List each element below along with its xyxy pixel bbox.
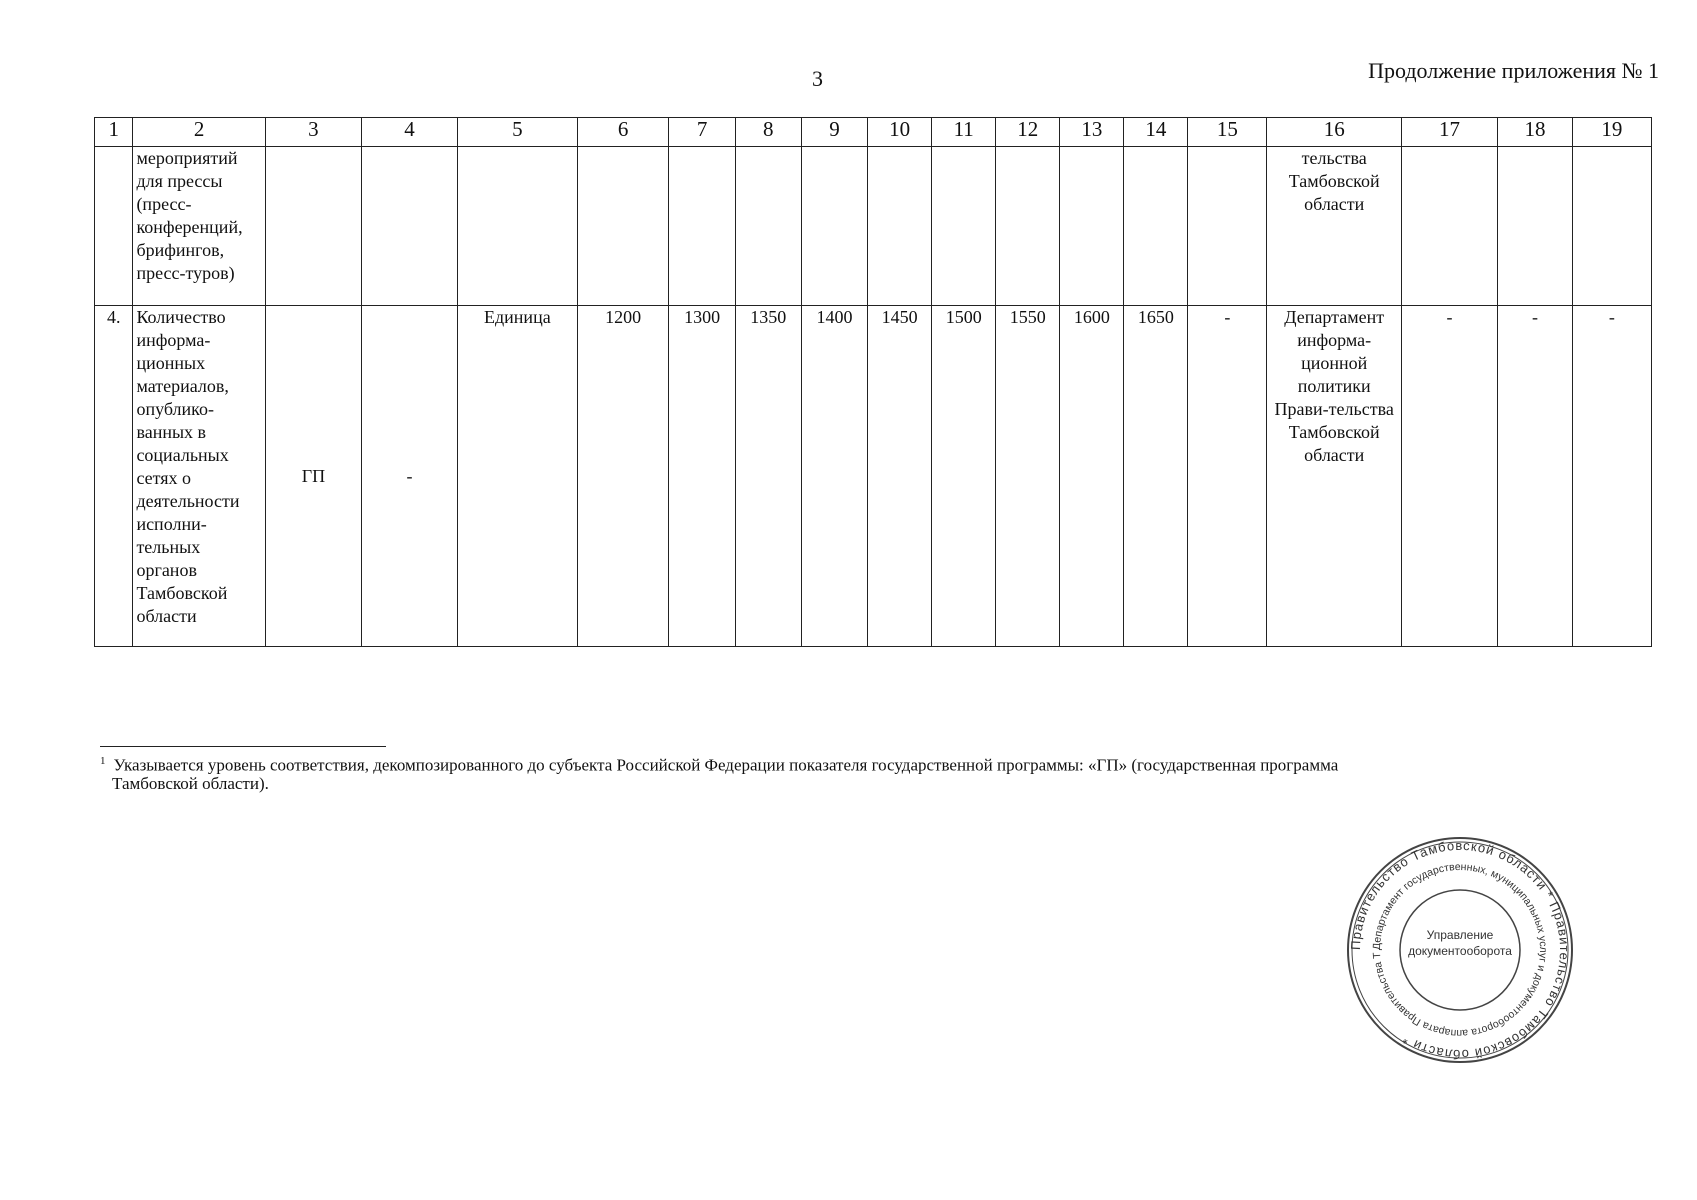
indicator-name-cell: Количество информа-ционных материалов, опублико-ванных в социальных сетях о деятельности исполни-тельных органов Тамбовской области	[133, 306, 265, 647]
row-number-cell: 4.	[95, 306, 133, 647]
indicator-name-cell: мероприятий для прессы (пресс-конференций, брифингов, пресс-туров)	[133, 147, 265, 306]
col-number: 5	[458, 118, 578, 147]
footnote-text-continued: Тамбовской области).	[112, 774, 269, 793]
page-number: 3	[812, 66, 823, 91]
col-number: 13	[1060, 118, 1124, 147]
col-number: 12	[996, 118, 1060, 147]
col-number: 1	[95, 118, 133, 147]
col-number: 8	[735, 118, 801, 147]
col-number: 18	[1498, 118, 1573, 147]
col-number: 16	[1267, 118, 1402, 147]
col17-cell: -	[1401, 306, 1497, 647]
stamp-outer-text: Правительство Тамбовской области * Правительство Тамбовской области *	[1347, 837, 1573, 1063]
col-number: 10	[868, 118, 932, 147]
col19-cell: -	[1572, 306, 1651, 647]
stamp-middle-text: Департамент государственных, муниципальных услуг и документооборота аппарата Правительства Т	[1370, 860, 1550, 1040]
col15-cell: -	[1188, 306, 1267, 647]
appendix-continuation-label: Продолжение приложения № 1	[1368, 58, 1659, 83]
column-number-row	[95, 118, 1652, 147]
col4-cell: -	[361, 306, 457, 647]
value-cell: 1400	[801, 306, 867, 647]
col-number: 2	[133, 118, 265, 147]
footnote-separator	[100, 746, 386, 747]
col-number: 15	[1188, 118, 1267, 147]
value-cell: 1350	[735, 306, 801, 647]
col-number: 7	[669, 118, 735, 147]
indicators-table	[94, 117, 1652, 647]
col-number: 4	[361, 118, 457, 147]
col-number: 11	[932, 118, 996, 147]
footnote	[100, 750, 1660, 777]
footnote-text: Указывается уровень соответствия, декомпозированного до субъекта Российской Федерации показателя государственной программы: «ГП» (государственная программа	[113, 755, 1339, 775]
value-cell: 1500	[932, 306, 996, 647]
col-number: 19	[1572, 118, 1651, 147]
value-cell: 1550	[996, 306, 1060, 647]
col-number: 17	[1401, 118, 1497, 147]
responsible-cell: тельства Тамбовской области	[1267, 147, 1402, 306]
table-row-continued	[95, 147, 1652, 306]
col-number: 3	[265, 118, 361, 147]
value-cell: 1650	[1124, 306, 1188, 647]
unit-cell: Единица	[458, 306, 578, 647]
value-cell: 1450	[868, 306, 932, 647]
table-row-4	[95, 306, 1652, 647]
col-number: 14	[1124, 118, 1188, 147]
col18-cell: -	[1498, 306, 1573, 647]
col-number: 9	[801, 118, 867, 147]
footnote-marker: 1	[100, 755, 106, 767]
col-number: 6	[577, 118, 669, 147]
official-stamp	[1345, 835, 1575, 1065]
level-cell: ГП	[265, 306, 361, 647]
value-cell: 1200	[577, 306, 669, 647]
stamp-center-text: Управление документооборота	[1408, 928, 1512, 958]
value-cell: 1300	[669, 306, 735, 647]
responsible-cell: Департамент информа-ционной политики Прави-тельства Тамбовской области	[1267, 306, 1402, 647]
value-cell: 1600	[1060, 306, 1124, 647]
